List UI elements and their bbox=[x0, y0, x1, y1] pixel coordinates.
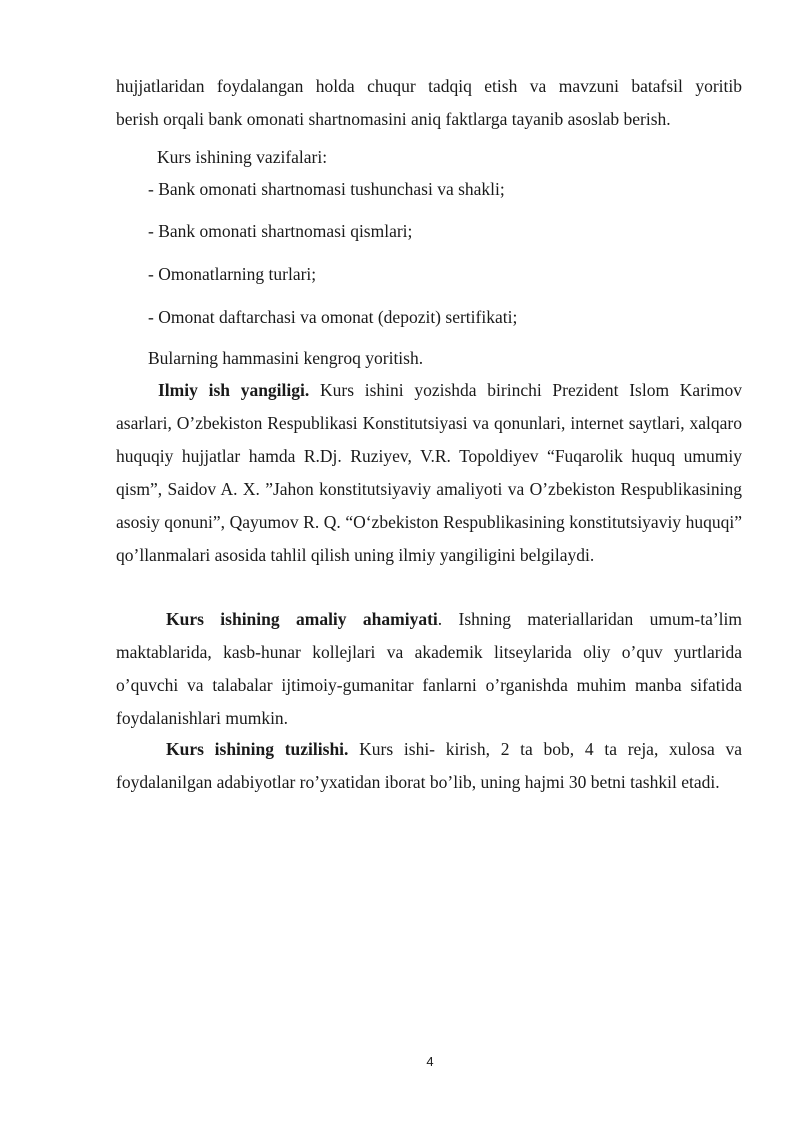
task-item: - Bank omonati shartnomasi tushunchasi va shakli; bbox=[148, 179, 505, 199]
practical-title: Kurs ishining amaliy ahamiyati bbox=[166, 609, 438, 629]
novelty-title: Ilmiy ish yangiligi. bbox=[158, 380, 310, 400]
practical-text: . Ishning materiallaridan umum-ta’lim maktablarida, kasb-hunar kollejlari va akademik litseylarida oliy o’quv yurtlarida o’quvchi va talabalar ijtimoiy-gumanitar fanlarni o’rganishda muhim manba sifatida foydalanishlari mumkin. bbox=[116, 609, 743, 728]
page-number: 4 bbox=[426, 1054, 434, 1069]
task-item: - Omonatlarning turlari; bbox=[148, 264, 317, 284]
intro-line-1-text: hujjatlaridan foydalangan holda chuqur tadqiq etish va mavzuni batafsil yoritib bbox=[116, 76, 742, 96]
tasks-heading: Kurs ishining vazifalari: bbox=[157, 147, 328, 167]
intro-line-1 bbox=[116, 70, 742, 103]
novelty-paragraph bbox=[116, 374, 742, 572]
novelty-text: Kurs ishini yozishda birinchi Prezident Islom Karimov asarlari, O’zbekiston Respublikasi Konstitutsiyasi va qonunlari, internet saytlari, xalqaro huquqiy hujjatlar hamda R.Dj. Ruziyev, V.R. Topoldiyev “Fuqarolik huquq umumiy qism”, Saidov A. X. ”Jahon konstitutsiyaviy amaliyoti va O’zbekiston Respublikasining asosiy qonuni”, Qayumov R. Q. “O‘zbekiston Respublikasining konstitutsiyaviy huquqi” qo’llanmalari asosida tahlil qilish uning ilmiy yangiligini belgilaydi. bbox=[116, 380, 743, 565]
intro-line-2-text: berish orqali bank omonati shartnomasini aniq faktlarga tayanib asoslab berish. bbox=[116, 109, 671, 129]
tasks-closing: Bularning hammasini kengroq yoritish. bbox=[148, 348, 424, 368]
structure-title: Kurs ishining tuzilishi. bbox=[166, 739, 349, 759]
practical-paragraph bbox=[116, 603, 742, 735]
structure-paragraph bbox=[116, 733, 742, 799]
intro-line-2 bbox=[116, 103, 742, 136]
structure-text: Kurs ishi- kirish, 2 ta bob, 4 ta reja, xulosa va foydalanilgan adabiyotlar ro’yxatidan iborat bo’lib, uning hajmi 30 betni tashkil etadi. bbox=[116, 739, 742, 792]
task-item: - Omonat daftarchasi va omonat (depozit) sertifikati; bbox=[148, 307, 518, 327]
task-item: - Bank omonati shartnomasi qismlari; bbox=[148, 221, 413, 241]
